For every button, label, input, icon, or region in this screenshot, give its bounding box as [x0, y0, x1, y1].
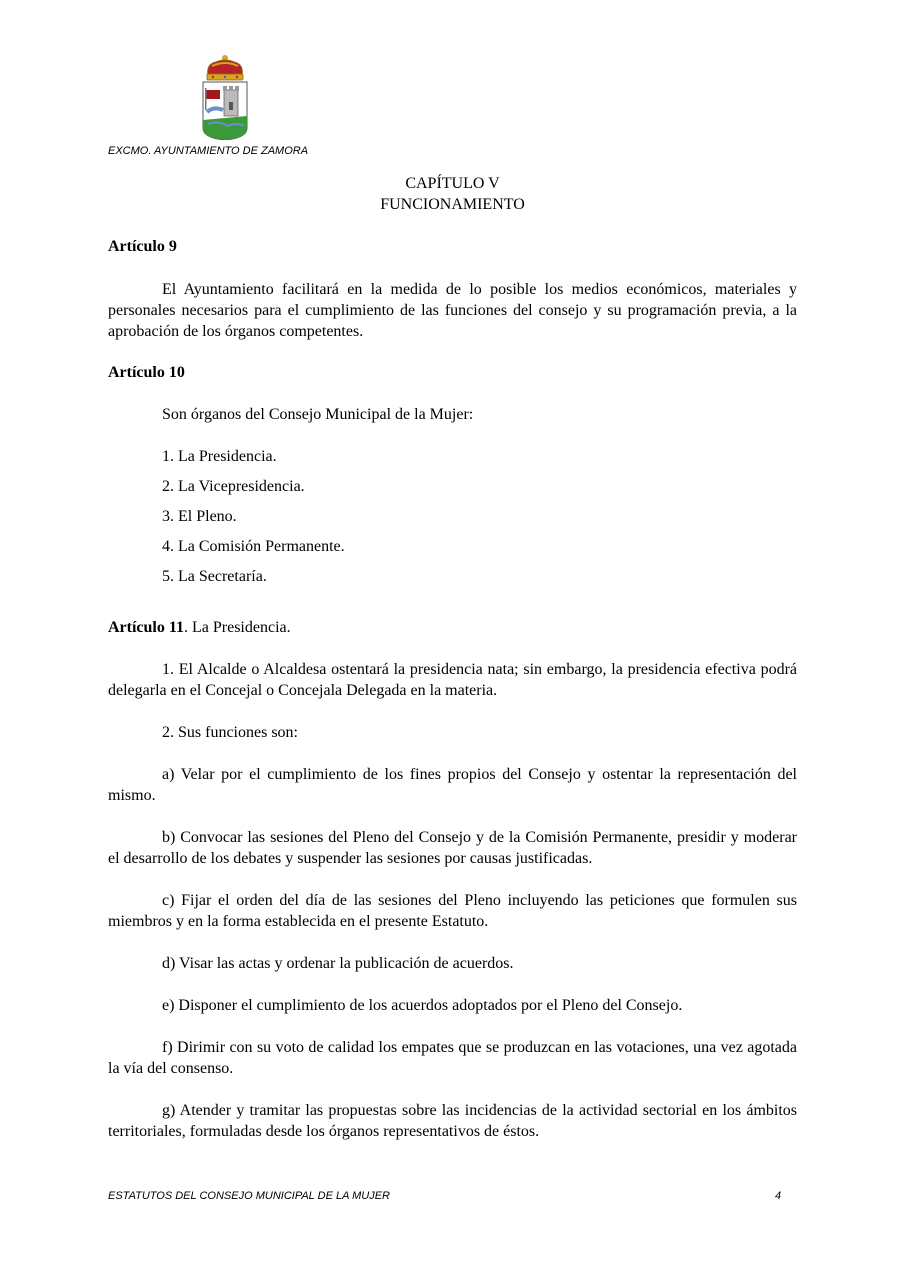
coat-of-arms-logo	[198, 54, 252, 140]
article-10-heading: Artículo 10	[108, 364, 185, 381]
list-item: 4. La Comisión Permanente.	[162, 538, 345, 555]
function-c: c) Fijar el orden del día de las sesiones del Pleno incluyendo las peticiones que formulen sus miembros y en la forma establecida en el presente Estatuto.	[108, 892, 797, 930]
function-g: g) Atender y tramitar las propuestas sobre las incidencias de la actividad sectorial en los ámbitos territoriales, formuladas desde los órganos representativos de éstos.	[108, 1102, 797, 1140]
function-d: d) Visar las actas y ordenar la publicación de acuerdos.	[162, 955, 514, 972]
article-11-label: Artículo 11	[108, 619, 184, 636]
chapter-number: CAPÍTULO V	[405, 175, 500, 192]
article-11-paragraph-1: 1. El Alcalde o Alcaldesa ostentará la presidencia nata; sin embargo, la presidencia efectiva podrá delegarla en el Concejal o Concejala Delegada en la materia.	[108, 661, 797, 699]
article-11-paragraph-2: 2. Sus funciones son:	[162, 724, 298, 741]
function-f: f) Dirimir con su voto de calidad los empates que se produzcan en las votaciones, una vez agotada la vía del consenso.	[108, 1039, 797, 1077]
function-a: a) Velar por el cumplimiento de los fines propios del Consejo y ostentar la representación del mismo.	[108, 766, 797, 804]
function-b: b) Convocar las sesiones del Pleno del Consejo y de la Comisión Permanente, presidir y moderar el desarrollo de los debates y suspender las sesiones por causas justificadas.	[108, 829, 797, 867]
article-9-heading: Artículo 9	[108, 238, 177, 255]
list-item: 5. La Secretaría.	[162, 568, 267, 585]
function-e: e) Disponer el cumplimiento de los acuerdos adoptados por el Pleno del Consejo.	[162, 997, 683, 1014]
list-item: 1. La Presidencia.	[162, 448, 277, 465]
chapter-title: FUNCIONAMIENTO	[380, 196, 525, 213]
article-9-text: El Ayuntamiento facilitará en la medida de lo posible los medios económicos, materiales y personales necesarios para el cumplimiento de las funciones del consejo y su programación previa, a la aprobación de los órganos competentes.	[108, 281, 797, 340]
list-item: 2. La Vicepresidencia.	[162, 478, 305, 495]
institution-name: EXCMO. AYUNTAMIENTO DE ZAMORA	[108, 145, 309, 157]
article-11-heading	[108, 618, 291, 638]
page-number: 4	[775, 1190, 782, 1202]
article-11-subtitle: . La Presidencia.	[184, 619, 291, 636]
footer-title: ESTATUTOS DEL CONSEJO MUNICIPAL DE LA MUJER	[108, 1190, 390, 1202]
list-item: 3. El Pleno.	[162, 508, 237, 525]
article-10-intro: Son órganos del Consejo Municipal de la Mujer:	[162, 406, 474, 423]
